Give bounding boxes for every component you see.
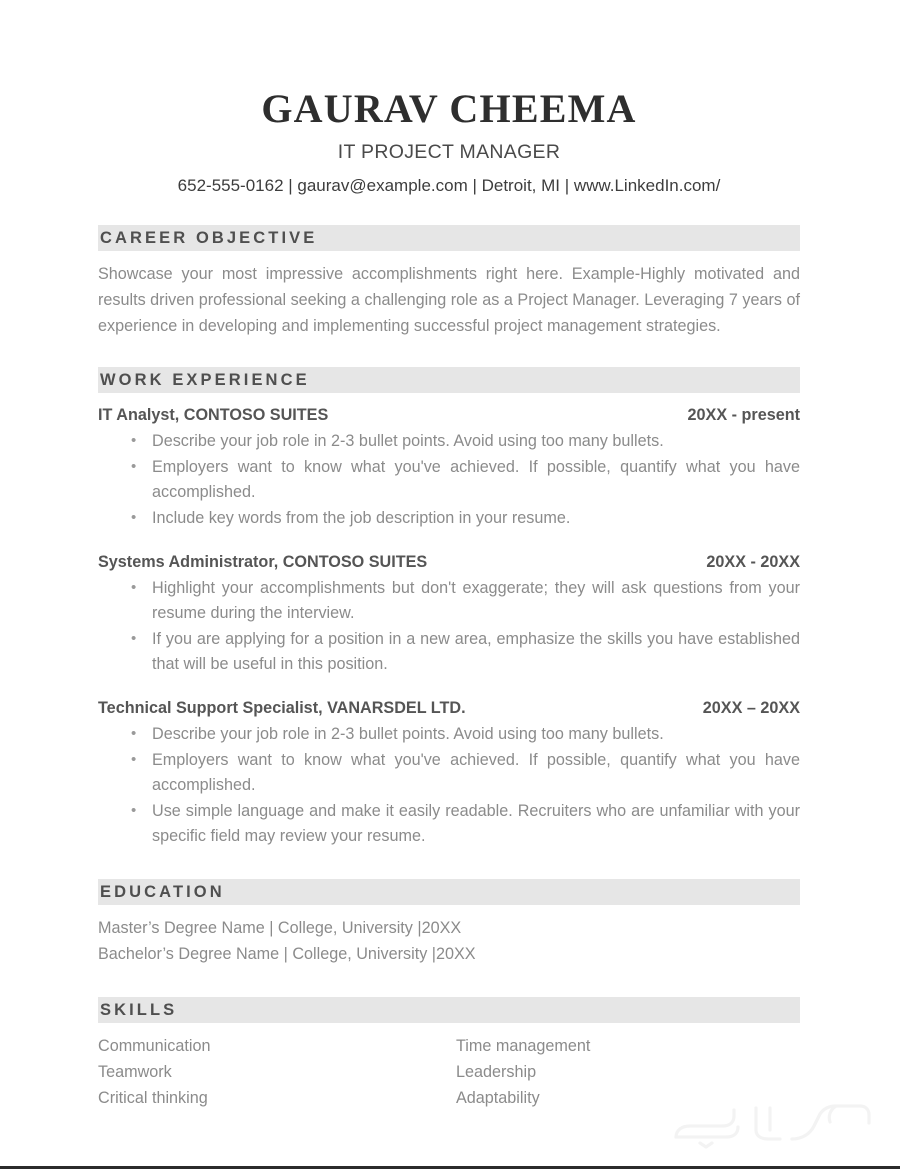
career-objective-text: Showcase your most impressive accomplishments right here. Example-Highly motivated and results driven professional seeking a challenging role as a Project Manager. Leveraging 7 years of experience in developing and implementing successful project management strategies. (98, 265, 800, 335)
skill-item: Leadership (456, 1063, 537, 1081)
job-bullet: • Highlight your accomplishments but don't exaggerate; they will ask questions from your resume during the interview. (98, 576, 800, 626)
job-bullet: • Include key words from the job description in your resume. (98, 506, 800, 531)
job-header (98, 699, 800, 718)
education-list (98, 915, 800, 967)
candidate-name: GAURAV CHEEMA (261, 86, 637, 131)
skills-grid (98, 1033, 800, 1111)
job-bullet: • If you are applying for a position in a new area, emphasize the skills you have established that will be useful in this position. (98, 627, 800, 677)
section-title: WORK EXPERIENCE (100, 370, 310, 389)
job-dates: 20XX - present (687, 406, 800, 424)
job-bullet: • Employers want to know what you've achieved. If possible, quantify what you have accomplished. (98, 455, 800, 505)
job-bullet-list (98, 429, 800, 531)
section-header-work-experience (98, 367, 800, 393)
job-bullet-list (98, 576, 800, 677)
section-header-skills (98, 997, 800, 1023)
job-role: IT Analyst, CONTOSO SUITES (98, 406, 329, 424)
job-header (98, 406, 800, 425)
job-entry (98, 553, 800, 677)
job-dates: 20XX – 20XX (702, 699, 800, 717)
section-title: CAREER OBJECTIVE (100, 228, 318, 247)
job-bullet: • Employers want to know what you've achieved. If possible, quantify what you have accomplished. (98, 748, 800, 798)
job-bullet: • Describe your job role in 2-3 bullet points. Avoid using too many bullets. (98, 722, 800, 747)
job-role: Technical Support Specialist, VANARSDEL LTD. (98, 699, 466, 717)
job-bullet: • Use simple language and make it easily readable. Recruiters who are unfamiliar with your specific field may review your resume. (98, 799, 800, 849)
skill-item: Time management (456, 1037, 591, 1055)
skill-item: Adaptability (456, 1089, 540, 1107)
job-entry (98, 406, 800, 531)
contact-line: 652-555-0162 | gaurav@example.com | Detroit, MI | www.LinkedIn.com/ (177, 176, 721, 195)
job-dates: 20XX - 20XX (706, 553, 800, 571)
job-bullet: • Describe your job role in 2-3 bullet points. Avoid using too many bullets. (98, 429, 800, 454)
job-bullet-list (98, 722, 800, 849)
education-entry: Master’s Degree Name | College, University |20XX (98, 919, 462, 937)
job-entry (98, 699, 800, 849)
resume-content (98, 0, 800, 1111)
skill-item: Teamwork (98, 1063, 172, 1081)
skill-item: Communication (98, 1037, 211, 1055)
section-header-career-objective (98, 225, 800, 251)
job-role: Systems Administrator, CONTOSO SUITES (98, 553, 428, 571)
section-title: EDUCATION (100, 882, 225, 901)
candidate-job-title: IT PROJECT MANAGER (337, 141, 561, 163)
section-title: SKILLS (100, 1000, 178, 1019)
skill-item: Critical thinking (98, 1089, 208, 1107)
job-header (98, 553, 800, 572)
education-entry: Bachelor’s Degree Name | College, University |20XX (98, 945, 476, 963)
section-header-education (98, 879, 800, 905)
